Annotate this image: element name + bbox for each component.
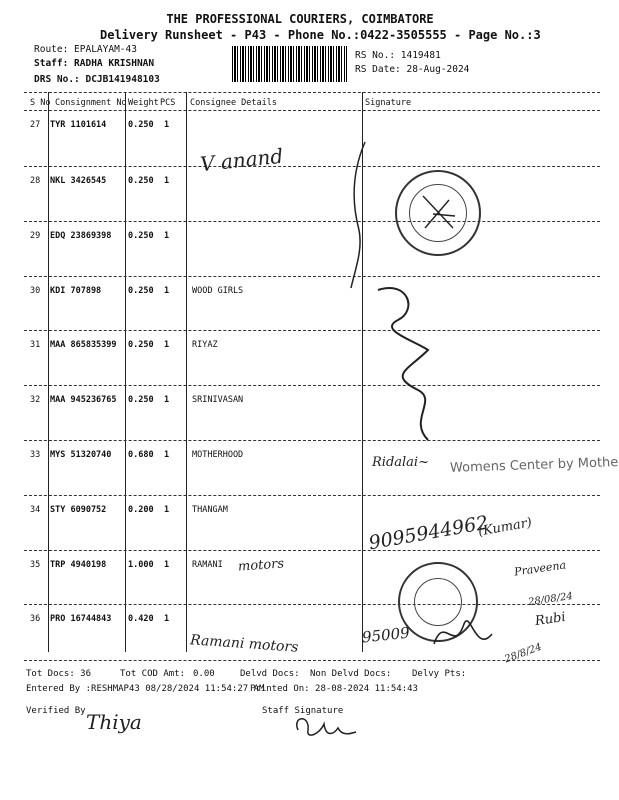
stamp-womens-center: Womens Center by Mothe xyxy=(449,455,619,476)
runsheet-line: Delivery Runsheet - P43 - Phone No.:0422-3505555 - Page No.:3 xyxy=(100,28,541,42)
row-sno: 35 xyxy=(30,560,41,570)
total-cod-value: 0.00 xyxy=(193,669,215,679)
row-pcs: 1 xyxy=(164,614,170,624)
table-row xyxy=(0,221,600,275)
drs-number: DRS No.: DCJB141948103 xyxy=(34,74,160,85)
route-label: Route: EPALAYAM-43 xyxy=(34,44,137,55)
rs-date: RS Date: 28-Aug-2024 xyxy=(355,64,470,75)
total-cod-label: Tot COD Amt: xyxy=(120,669,186,679)
row-sno: 29 xyxy=(30,231,41,241)
row-consignment: STY 6090752 xyxy=(50,505,107,515)
staff-signature-label: Staff Signature xyxy=(262,706,344,716)
row-consignment: PRO 16744843 xyxy=(50,614,112,624)
row-pcs: 1 xyxy=(164,286,170,296)
handwritten-date: 28/8/24 xyxy=(503,641,544,666)
row-pcs: 1 xyxy=(164,231,170,241)
handwritten-signature xyxy=(430,604,500,664)
row-consignment: MAA 865835399 xyxy=(50,340,117,350)
row-weight: 0.250 xyxy=(128,286,154,296)
row-consignment: KDI 707898 xyxy=(50,286,102,296)
staff-signature xyxy=(290,710,360,744)
row-sno: 30 xyxy=(30,286,41,296)
table-top-border xyxy=(24,92,600,93)
handwritten-date: 28/08/24 xyxy=(527,590,574,609)
non-delivered-docs: Non Delvd Docs: xyxy=(310,669,392,679)
row-consignment: EDQ 23869398 xyxy=(50,231,112,241)
rs-number: RS No.: 1419481 xyxy=(355,50,441,61)
table-row xyxy=(0,385,600,439)
table-row xyxy=(0,110,600,164)
col-pcs: PCS xyxy=(160,98,176,108)
table-row xyxy=(0,330,600,384)
row-consignment: TYR 1101614 xyxy=(50,120,107,130)
row-weight: 0.250 xyxy=(128,231,154,241)
row-sno: 33 xyxy=(30,450,41,460)
row-pcs: 1 xyxy=(164,176,170,186)
table-row xyxy=(0,276,600,330)
staff-label: Staff: RADHA KRISHNAN xyxy=(34,58,155,69)
row-pcs: 1 xyxy=(164,340,170,350)
table-row xyxy=(0,166,600,220)
row-consignment: TRP 4940198 xyxy=(50,560,107,570)
printed-on: Printed On: 28-08-2024 11:54:43 xyxy=(250,684,418,694)
vertical-signature xyxy=(368,280,458,450)
row-weight: 0.250 xyxy=(128,395,154,405)
row-pcs: 1 xyxy=(164,120,170,130)
company-stamp xyxy=(395,170,481,256)
delivered-docs: Delvd Docs: xyxy=(240,669,300,679)
table-row xyxy=(0,550,600,604)
col-signature: Signature xyxy=(365,98,412,108)
row-sno: 34 xyxy=(30,505,41,515)
row-sno: 31 xyxy=(30,340,41,350)
row-weight: 0.200 xyxy=(128,505,154,515)
col-weight: Weight xyxy=(128,98,159,108)
row-name: SRINIVASAN xyxy=(192,395,244,405)
row-name: WOOD GIRLS xyxy=(192,286,244,296)
handwritten-name: Rubi xyxy=(534,609,567,630)
handwritten-phone: 9095944962 xyxy=(367,511,490,555)
row-name: RIYAZ xyxy=(192,340,218,350)
col-sno: S No xyxy=(30,98,51,108)
row-sno: 28 xyxy=(30,176,41,186)
handwritten-note: motors xyxy=(237,556,285,575)
row-weight: 0.420 xyxy=(128,614,154,624)
handwritten-name: (Kumar) xyxy=(477,515,534,540)
handwritten-signature: Ridalai~ xyxy=(372,455,429,470)
row-sno: 36 xyxy=(30,614,41,624)
row-pcs: 1 xyxy=(164,395,170,405)
barcode xyxy=(232,46,347,82)
row-consignment: MYS 51320740 xyxy=(50,450,112,460)
row-weight: 0.250 xyxy=(128,176,154,186)
row-pcs: 1 xyxy=(164,560,170,570)
handwritten-name: Praveena xyxy=(513,558,567,579)
signature-bracket xyxy=(345,140,375,290)
handwritten-name: V anand xyxy=(198,143,285,177)
verified-signature: Thiya xyxy=(86,710,142,734)
handwritten-number: 95009 xyxy=(361,623,411,647)
row-name: RAMANI xyxy=(192,560,223,570)
company-title: THE PROFESSIONAL COURIERS, COIMBATORE xyxy=(166,12,434,26)
row-pcs: 1 xyxy=(164,505,170,515)
row-weight: 0.680 xyxy=(128,450,154,460)
handwritten-note: Ramani motors xyxy=(189,632,299,656)
table-row xyxy=(0,604,600,658)
row-name: MOTHERHOOD xyxy=(192,450,244,460)
entered-by: Entered By :RESHMAP43 08/28/2024 11:54:27 AM xyxy=(26,684,265,694)
row-name: THANGAM xyxy=(192,505,228,515)
row-sno: 27 xyxy=(30,120,41,130)
col-details: Consignee Details xyxy=(190,98,277,108)
delivery-points: Delvy Pts: xyxy=(412,669,467,679)
row-weight: 0.250 xyxy=(128,120,154,130)
row-weight: 1.000 xyxy=(128,560,154,570)
row-weight: 0.250 xyxy=(128,340,154,350)
row-sno: 32 xyxy=(30,395,41,405)
col-consignment: Consignment No xyxy=(55,98,127,108)
row-consignment: MAA 945236765 xyxy=(50,395,117,405)
row-consignment: NKL 3426545 xyxy=(50,176,107,186)
stamp-signature xyxy=(419,190,459,236)
verified-by-label: Verified By xyxy=(26,706,86,716)
row-pcs: 1 xyxy=(164,450,170,460)
total-docs: Tot Docs: 36 xyxy=(26,669,92,679)
